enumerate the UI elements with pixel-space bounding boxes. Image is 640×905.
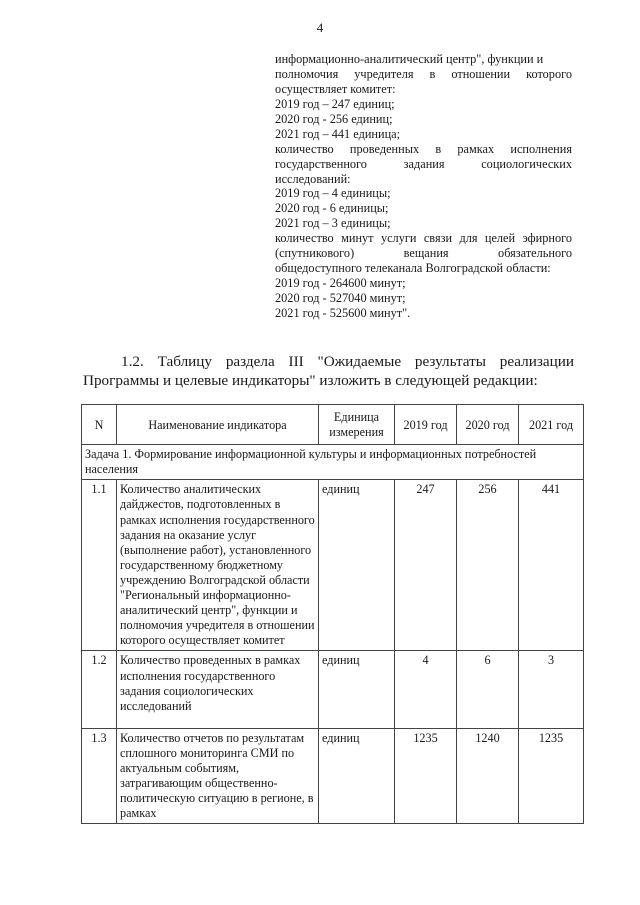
table-row	[82, 480, 584, 651]
text-line: 2021 год – 3 единицы;	[275, 216, 391, 231]
text-line: 2019 год – 247 единиц;	[275, 96, 395, 111]
amendment-paragraph	[83, 352, 574, 390]
row-unit: единиц	[319, 651, 395, 728]
text-line: информационно-аналитический центр", функции и	[275, 52, 544, 66]
paragraph-line: Программы и целевые индикаторы" изложить в следующей редакции:	[83, 372, 538, 389]
text-line: 2020 год - 527040 минут;	[275, 291, 406, 305]
row-2021: 441	[519, 480, 584, 651]
page-number: 4	[316, 20, 324, 35]
indicators-table	[81, 404, 584, 824]
text-line: 2019 год – 4 единицы;	[275, 186, 391, 201]
row-2021: 1235	[519, 728, 584, 824]
row-2020: 1240	[457, 728, 519, 824]
header-num: N	[82, 405, 117, 445]
table-row	[82, 651, 584, 728]
text-line: 2021 год – 441 единица;	[275, 126, 401, 141]
row-2019: 4	[395, 651, 457, 728]
row-2020: 256	[457, 480, 519, 651]
text-line: исследований:	[275, 171, 351, 186]
header-name: Наименование индикатора	[117, 405, 319, 445]
text-line: 2020 год - 256 единиц;	[275, 111, 393, 126]
text-line: 2020 год - 6 единицы;	[275, 201, 389, 216]
row-name: Количество аналитических дайджестов, подготовленных в рамках исполнения государственного задания на оказание услуг (выполнение работ), установленного государственному бюджетному учреждению Волгоградской области "Региональный информационно-аналитический центр", функции и полномочия учредителя в отношении которого осуществляет комитет	[117, 480, 319, 651]
text-line: государственного задания социологических	[275, 156, 572, 171]
table-row	[82, 728, 584, 824]
row-unit: единиц	[319, 728, 395, 824]
row-name: Количество проведенных в рамках исполнения государственного задания социологических исследований	[117, 651, 319, 728]
row-name: Количество отчетов по результатам сплошного мониторинга СМИ по актуальным событиям, затрагивающим общественно-политическую ситуацию в регионе, в рамках	[117, 728, 319, 824]
text-line: осуществляет комитет:	[275, 81, 396, 96]
header-2020: 2020 год	[457, 405, 519, 445]
row-2020: 6	[457, 651, 519, 728]
text-line: общедоступного телеканала Волгоградской области:	[275, 261, 551, 276]
paragraph-line: 1.2. Таблицу раздела III "Ожидаемые результаты реализации	[121, 353, 574, 370]
header-2019: 2019 год	[395, 405, 457, 445]
row-2021: 3	[519, 651, 584, 728]
text-line: количество минут услуги связи для целей эфирного	[275, 231, 572, 246]
text-line: 2021 год - 525600 минут".	[275, 305, 411, 320]
header-unit: Единица измерения	[319, 405, 395, 445]
header-2021: 2021 год	[519, 405, 584, 445]
row-2019: 1235	[395, 728, 457, 824]
row-unit: единиц	[319, 480, 395, 651]
row-num: 1.1	[82, 480, 117, 651]
continuation-text	[275, 52, 572, 321]
text-line: (спутникового) вещания обязательного	[275, 246, 572, 261]
row-2019: 247	[395, 480, 457, 651]
task-row	[82, 445, 584, 480]
table-header-row	[82, 405, 584, 445]
row-num: 1.2	[82, 651, 117, 728]
text-line: 2019 год - 264600 минут;	[275, 276, 406, 291]
task-title: Задача 1. Формирование информационной культуры и информационных потребностей населения	[82, 445, 584, 480]
row-num: 1.3	[82, 728, 117, 824]
text-line: полномочия учредителя в отношении которого	[275, 66, 572, 81]
text-line: количество проведенных в рамках исполнения	[275, 141, 572, 156]
